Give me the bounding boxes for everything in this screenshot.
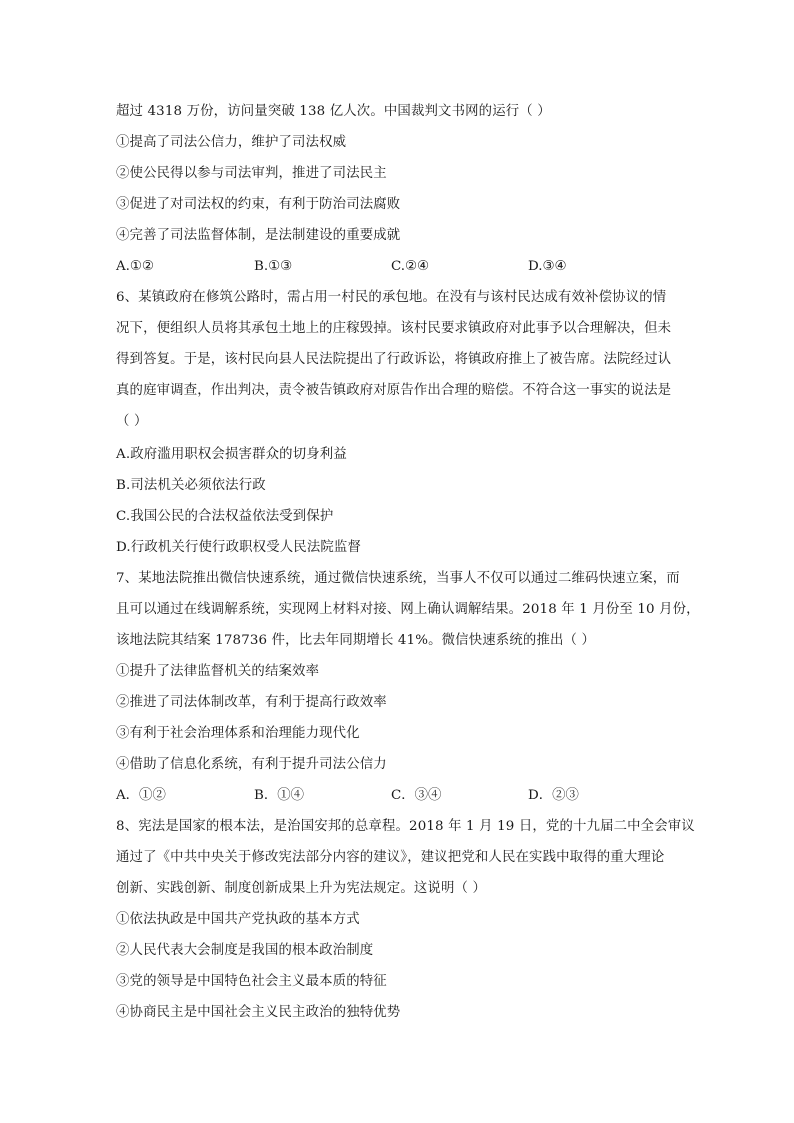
- q6-option-d: D.行政机关行使行政职权受人民法院监督: [116, 540, 362, 555]
- q8-item-2: ②人民代表大会制度是我国的根本政治制度: [116, 943, 374, 958]
- q7-item-2: ②推进了司法体制改革，有利于提高行政效率: [116, 695, 387, 710]
- q6-stem-line-2: 况下，便组织人员将其承包土地上的庄稼毁掉。该村民要求镇政府对此事予以合理解决，但未: [116, 321, 672, 336]
- q7-option-a: A．①②: [116, 788, 166, 803]
- q6-option-b: B.司法机关必须依法行政: [116, 478, 266, 493]
- q5-options: [116, 258, 676, 276]
- q5-option-d: D.③④: [528, 259, 567, 274]
- q6-answer-bracket: （ ）: [116, 414, 148, 429]
- q5-item-3: ③促进了对司法权的约束，有利于防治司法腐败: [116, 197, 401, 212]
- q6-stem-line-3: 得到答复。于是，该村民向县人民法院提出了行政诉讼，将镇政府推上了被告席。法院经过认: [116, 352, 672, 367]
- q7-option-c: C．③④: [391, 788, 442, 803]
- q5-item-1: ①提高了司法公信力，维护了司法权威: [116, 135, 347, 150]
- q7-stem-line-3: 该地法院其结案 178736 件，比去年同期增长 41%。微信快速系统的推出（ ）: [116, 633, 595, 648]
- q7-options: [116, 787, 676, 805]
- q6-option-a: A.政府滥用职权会损害群众的切身利益: [116, 447, 347, 462]
- q5-item-4: ④完善了司法监督体制，是法制建设的重要成就: [116, 228, 401, 243]
- q8-stem-line-1: 8、宪法是国家的根本法，是治国安邦的总章程。2018 年 1 月 19 日，党的十九届二中全会审议: [116, 819, 695, 834]
- q5-stem-tail: 超过 4318 万份，访问量突破 138 亿人次。中国裁判文书网的运行（ ）: [116, 104, 551, 119]
- q5-option-a: A.①②: [116, 259, 154, 274]
- q6-stem-line-1: 6、某镇政府在修筑公路时，需占用一村民的承包地。在没有与该村民达成有效补偿协议的情: [116, 290, 667, 305]
- q7-stem-line-1: 7、某地法院推出微信快速系统，通过微信快速系统，当事人不仅可以通过二维码快速立案，而: [116, 571, 680, 586]
- q8-stem-line-3: 创新、实践创新、制度创新成果上升为宪法规定。这说明（ ）: [116, 881, 487, 896]
- q8-stem-line-2: 通过了《中共中央关于修改宪法部分内容的建议》，建议把党和人民在实践中取得的重大理论: [116, 850, 665, 865]
- q7-option-d: D．②③: [528, 788, 579, 803]
- q8-item-1: ①依法执政是中国共产党执政的基本方式: [116, 912, 360, 927]
- q6-stem-line-4: 真的庭审调查，作出判决，责令被告镇政府对原告作出合理的赔偿。不符合这一事实的说法是: [116, 383, 672, 398]
- q7-stem-line-2: 且可以通过在线调解系统，实现网上材料对接、网上确认调解结果。2018 年 1 月份至 10 月份，: [116, 602, 700, 617]
- q8-item-4: ④协商民主是中国社会主义民主政治的独特优势: [116, 1005, 401, 1020]
- q7-option-b: B．①④: [254, 788, 305, 803]
- q5-option-c: C.②④: [391, 259, 430, 274]
- q6-option-c: C.我国公民的合法权益依法受到保护: [116, 509, 334, 524]
- q7-item-4: ④借助了信息化系统，有利于提升司法公信力: [116, 757, 387, 772]
- q5-option-b: B.①③: [254, 259, 293, 274]
- q8-item-3: ③党的领导是中国特色社会主义最本质的特征: [116, 974, 387, 989]
- q5-item-2: ②使公民得以参与司法审判，推进了司法民主: [116, 166, 387, 181]
- q7-item-3: ③有利于社会治理体系和治理能力现代化: [116, 726, 360, 741]
- q7-item-1: ①提升了法律监督机关的结案效率: [116, 664, 320, 679]
